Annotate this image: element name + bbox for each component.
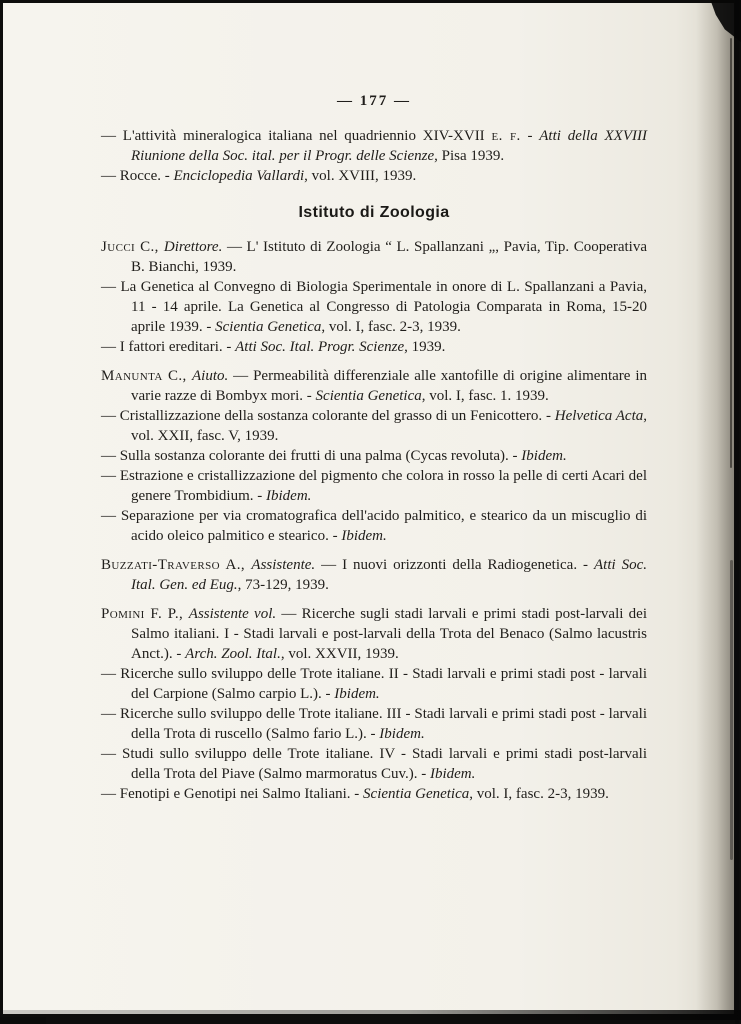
bibliography-entry <box>101 277 647 337</box>
scan-shadow-bottom <box>0 1010 741 1020</box>
entry-text: — Cristallizzazione della sostanza colorante del grasso di un Fenicottero. - <box>101 408 555 424</box>
entry-text: Arch. Zool. Ital. <box>185 646 281 662</box>
entry-text: Buzzati-Traverso A., <box>101 557 252 573</box>
entry-text: — L' Istituto di Zoologia “ L. Spallanzani „, Pavia, Tip. Cooperativa B. Bianchi, 1939. <box>131 239 648 275</box>
entry-text: e. f. <box>491 128 521 144</box>
entry-text: Ibidem. <box>341 528 387 544</box>
entry-text: — Ricerche sullo sviluppo delle Trote italiane. II - Stadi larvali e primi stadi post - larvali del Carpione (Salmo carpio L.). - <box>101 666 647 702</box>
page-gutter-shadow <box>696 3 734 1014</box>
entry-text: Ibidem. <box>521 448 567 464</box>
page-surface <box>3 3 734 1014</box>
bibliography-entry <box>101 366 647 406</box>
bibliography-entry <box>101 744 647 784</box>
entry-text: Ibidem. <box>429 766 476 782</box>
bibliography-entry <box>101 337 647 357</box>
entry-text: Atti Soc. Ital. Progr. Scienze <box>235 339 405 355</box>
entry-text: Assistente. <box>251 557 316 573</box>
entry-text: Ibidem. <box>266 488 312 504</box>
entry-text: Ibidem. <box>379 726 425 742</box>
entry-text: Enciclopedia Vallardi <box>173 168 305 184</box>
bibliography-entry <box>101 784 647 804</box>
entry-text: — Ricerche sugli stadi larvali e primi stadi post-larvali dei Salmo italiani. I - Stadi larvali e post-larvali della Trota del Benaco (Salmo lacustris Anct.). - <box>131 606 647 662</box>
entry-text: Atti della XXVIII Riunione della Soc. ital. per il Progr. delle Scienze <box>131 128 647 164</box>
entry-text: Ibidem. <box>334 686 380 702</box>
entry-text: — Estrazione e cristallizzazione del pigmento che colora in rosso la pelle di certi Acari del genere Trombidium. - <box>101 468 647 504</box>
bibliography <box>101 126 647 804</box>
entry-text: Atti Soc. Ital. Gen. ed Eug. <box>131 557 648 593</box>
entry-text: , vol. XXII, fasc. V, 1939. <box>131 408 648 444</box>
entry-text: , 73-129, 1939. <box>237 577 329 593</box>
page-content <box>101 93 647 804</box>
page-number: — 177 — <box>337 93 411 109</box>
bibliography-entry <box>101 166 647 186</box>
entry-text: , vol. XXVII, 1939. <box>280 646 399 662</box>
entry-text: — L'attività mineralogica italiana nel quadriennio XIV-XVII <box>101 128 492 144</box>
entry-text: — I nuovi orizzonti della Radiogenetica. - <box>315 557 594 573</box>
entry-text: — I fattori ereditari. - <box>101 339 236 355</box>
entry-text: — Permeabilità differenziale alle xantofille di origine alimentare in varie razze di Bombyx mori. - <box>131 368 647 404</box>
entry-text: Scientia Genetica <box>363 786 470 802</box>
entry-text: — Rocce. - <box>101 168 174 184</box>
bibliography-entry <box>101 704 647 744</box>
bibliography-entry <box>101 506 647 546</box>
bibliography-entry <box>101 555 647 595</box>
entry-text: Helvetica Acta <box>554 408 644 424</box>
bibliography-entry <box>101 446 647 466</box>
entry-text: , 1939. <box>404 339 446 355</box>
entry-text: , vol. XVIII, 1939. <box>304 168 417 184</box>
entry-text: — La Genetica al Convegno di Biologia Sperimentale in onore di L. Spallanzani a Pavia, 11 - 14 aprile. La Genetica al Congresso di Patologia Comparata in Roma, 15-20 aprile 1939. - <box>101 279 647 335</box>
bibliography-entry <box>101 466 647 506</box>
entry-text: — Ricerche sullo sviluppo delle Trote italiane. III - Stadi larvali e primi stadi post - larvali della Trota di ruscello (Salmo fario L.). - <box>101 706 647 742</box>
entry-text: Manunta C., <box>101 368 193 384</box>
entry-text: Aiuto. <box>192 368 229 384</box>
bibliography-entry <box>101 664 647 704</box>
entry-text: — Fenotipi e Genotipi nei Salmo Italiani. - <box>101 786 364 802</box>
entry-text: — Sulla sostanza colorante dei frutti di una palma (Cycas revoluta). - <box>101 448 522 464</box>
entry-text: , Pisa 1939. <box>434 148 505 164</box>
entry-text: , vol. I, fasc. 1. 1939. <box>421 388 549 404</box>
binding-streak <box>730 38 732 468</box>
bibliography-entry <box>101 126 647 166</box>
entry-text: Scientia Genetica <box>215 319 322 335</box>
entry-text: , vol. I, fasc. 2-3, 1939. <box>469 786 609 802</box>
entry-text: — Separazione per via cromatografica dell'acido palmitico, e stearico da un miscuglio di acido oleico palmitico e stearico. - <box>101 508 647 544</box>
entry-text: — Studi sullo sviluppo delle Trote italiane. IV - Stadi larvali e primi stadi post-larvali della Trota del Piave (Salmo marmoratus Cuv.). - <box>101 746 647 782</box>
scan-shadow-bottom-left <box>0 1017 46 1024</box>
section-heading: Istituto di Zoologia <box>298 204 450 221</box>
entry-text: Scientia Genetica <box>315 388 422 404</box>
entry-text: - <box>520 128 540 144</box>
entry-text: Assistente vol. <box>188 606 277 622</box>
entry-text: , vol. I, fasc. 2-3, 1939. <box>321 319 461 335</box>
entry-text: Jucci C., <box>101 239 164 255</box>
entry-text: Pomini F. P., <box>101 606 189 622</box>
binding-streak <box>735 0 739 1024</box>
bibliography-entry <box>101 406 647 446</box>
entry-text: Direttore. <box>163 239 223 255</box>
bibliography-entry <box>101 237 647 277</box>
bibliography-entry <box>101 604 647 664</box>
binding-streak <box>730 560 733 860</box>
